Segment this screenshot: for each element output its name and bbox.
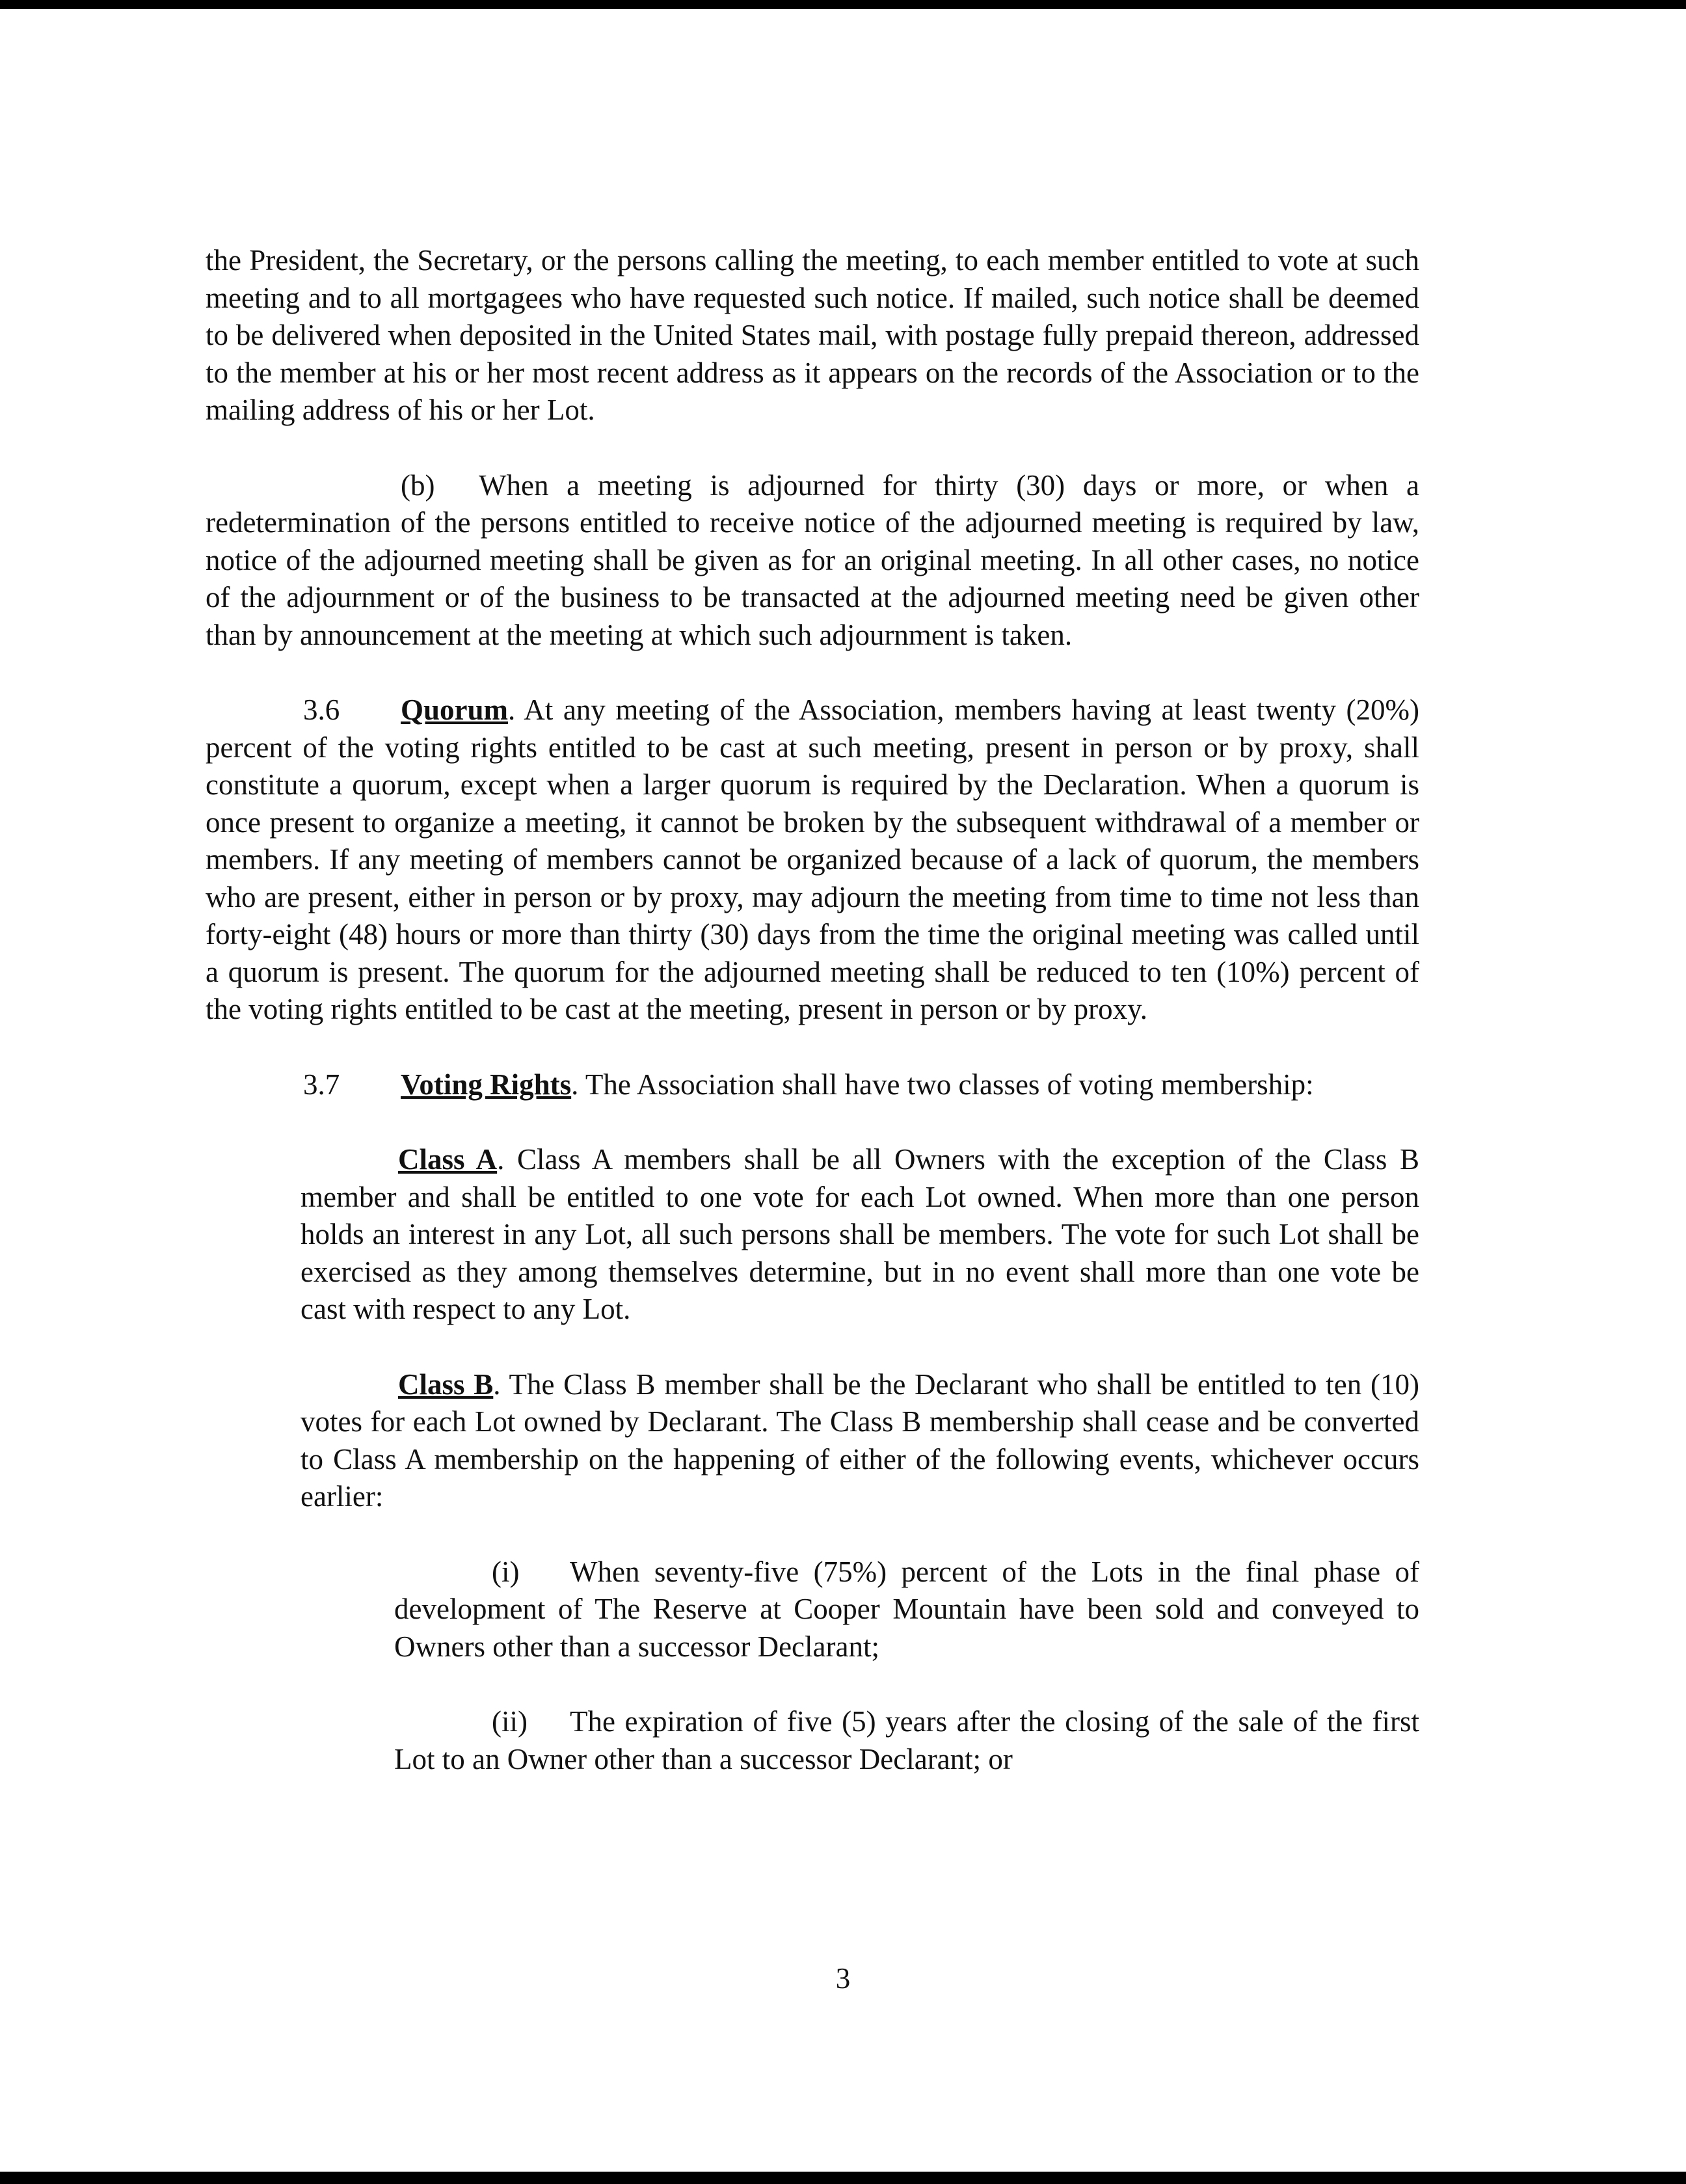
section-3-7-number: 3.7 [303,1068,340,1101]
section-3-7-heading: Voting Rights [401,1068,572,1101]
document-body [206,242,1419,1778]
page-number: 3 [835,1962,851,1995]
event-ii [394,1703,1419,1778]
class-a-paragraph [301,1141,1419,1328]
voting-classes [301,1141,1419,1516]
section-3-6 [206,692,1419,1029]
event-ii-text: The expiration of five (5) years after the closing of the sale of the first Lot to an Owner other than a successor Declarant; or [394,1705,1419,1775]
class-b-heading: Class B [398,1368,494,1401]
paragraph-b-label: (b) [401,468,435,502]
scan-edge-bottom [0,2172,1686,2184]
event-i-text: When seventy-five (75%) percent of the Lots in the final phase of development of The Reserve at Cooper Mountain have been sold and conveyed to Owners other than a successor Declarant; [394,1555,1419,1663]
paragraph-notice-continuation: the President, the Secretary, or the persons calling the meeting, to each member entitled to vote at such meeting and to all mortgagees who have requested such notice. If mailed, such notice shall be deemed to be delivered when deposited in the United States mail, with postage fully prepaid thereon, addressed to the member at his or her most recent address as it appears on the records of the Association or to the mailing address of his or her Lot. [206,244,1419,426]
section-3-6-heading: Quorum [401,694,509,726]
event-i [394,1554,1419,1666]
section-3-7 [206,1066,1419,1104]
section-3-7-text: . The Association shall have two classes of voting membership: [571,1068,1314,1101]
event-i-label: (i) [492,1555,520,1588]
class-b-paragraph [301,1366,1419,1516]
section-3-6-number: 3.6 [303,694,340,726]
paragraph-b-text: When a meeting is adjourned for thirty (30) days or more, or when a redetermination of the persons entitled to receive notice of the adjourned meeting is required by law, notice of the adjourned meeting shall be given as for an original meeting. In all other cases, no notice of the adjournment or of the business to be transacted at the adjourned meeting need be given other than by announcement at the meeting at which such adjournment is taken. [206,468,1419,651]
class-a-text: . Class A members shall be all Owners with the exception of the Class B member and shall be entitled to one vote for each Lot owned. When more than one person holds an interest in any Lot, all such persons shall be members. The vote for such Lot shall be exercised as they among themselves determine, but in no event shall more than one vote be cast with respect to any Lot. [301,1143,1419,1325]
class-b-conversion-events [394,1554,1419,1779]
section-3-6-text: . At any meeting of the Association, members having at least twenty (20%) percent of the voting rights entitled to be cast at such meeting, present in person or by proxy, shall constitute a quorum, except when a larger quorum is required by the Declaration. When a quorum is once present to organize a meeting, it cannot be broken by the subsequent withdrawal of a member or members. If any meeting of members cannot be organized because of a lack of quorum, the members who are present, either in person or by proxy, may adjourn the meeting from time to time not less than forty-eight (48) hours or more than thirty (30) days from the time the original meeting was called until a quorum is present. The quorum for the adjourned meeting shall be reduced to ten (10%) percent of the voting rights entitled to be cast at the meeting, present in person or by proxy. [206,694,1419,1025]
paragraph-b [206,467,1419,654]
event-ii-label: (ii) [492,1705,528,1738]
class-a-heading: Class A [398,1143,498,1176]
class-b-text: . The Class B member shall be the Declarant who shall be entitled to ten (10) votes for each Lot owned by Declarant. The Class B membership shall cease and be converted to Class A membership on the happening of either of the following events, whichever occurs earlier: [301,1368,1419,1513]
scan-edge-top [0,0,1686,9]
